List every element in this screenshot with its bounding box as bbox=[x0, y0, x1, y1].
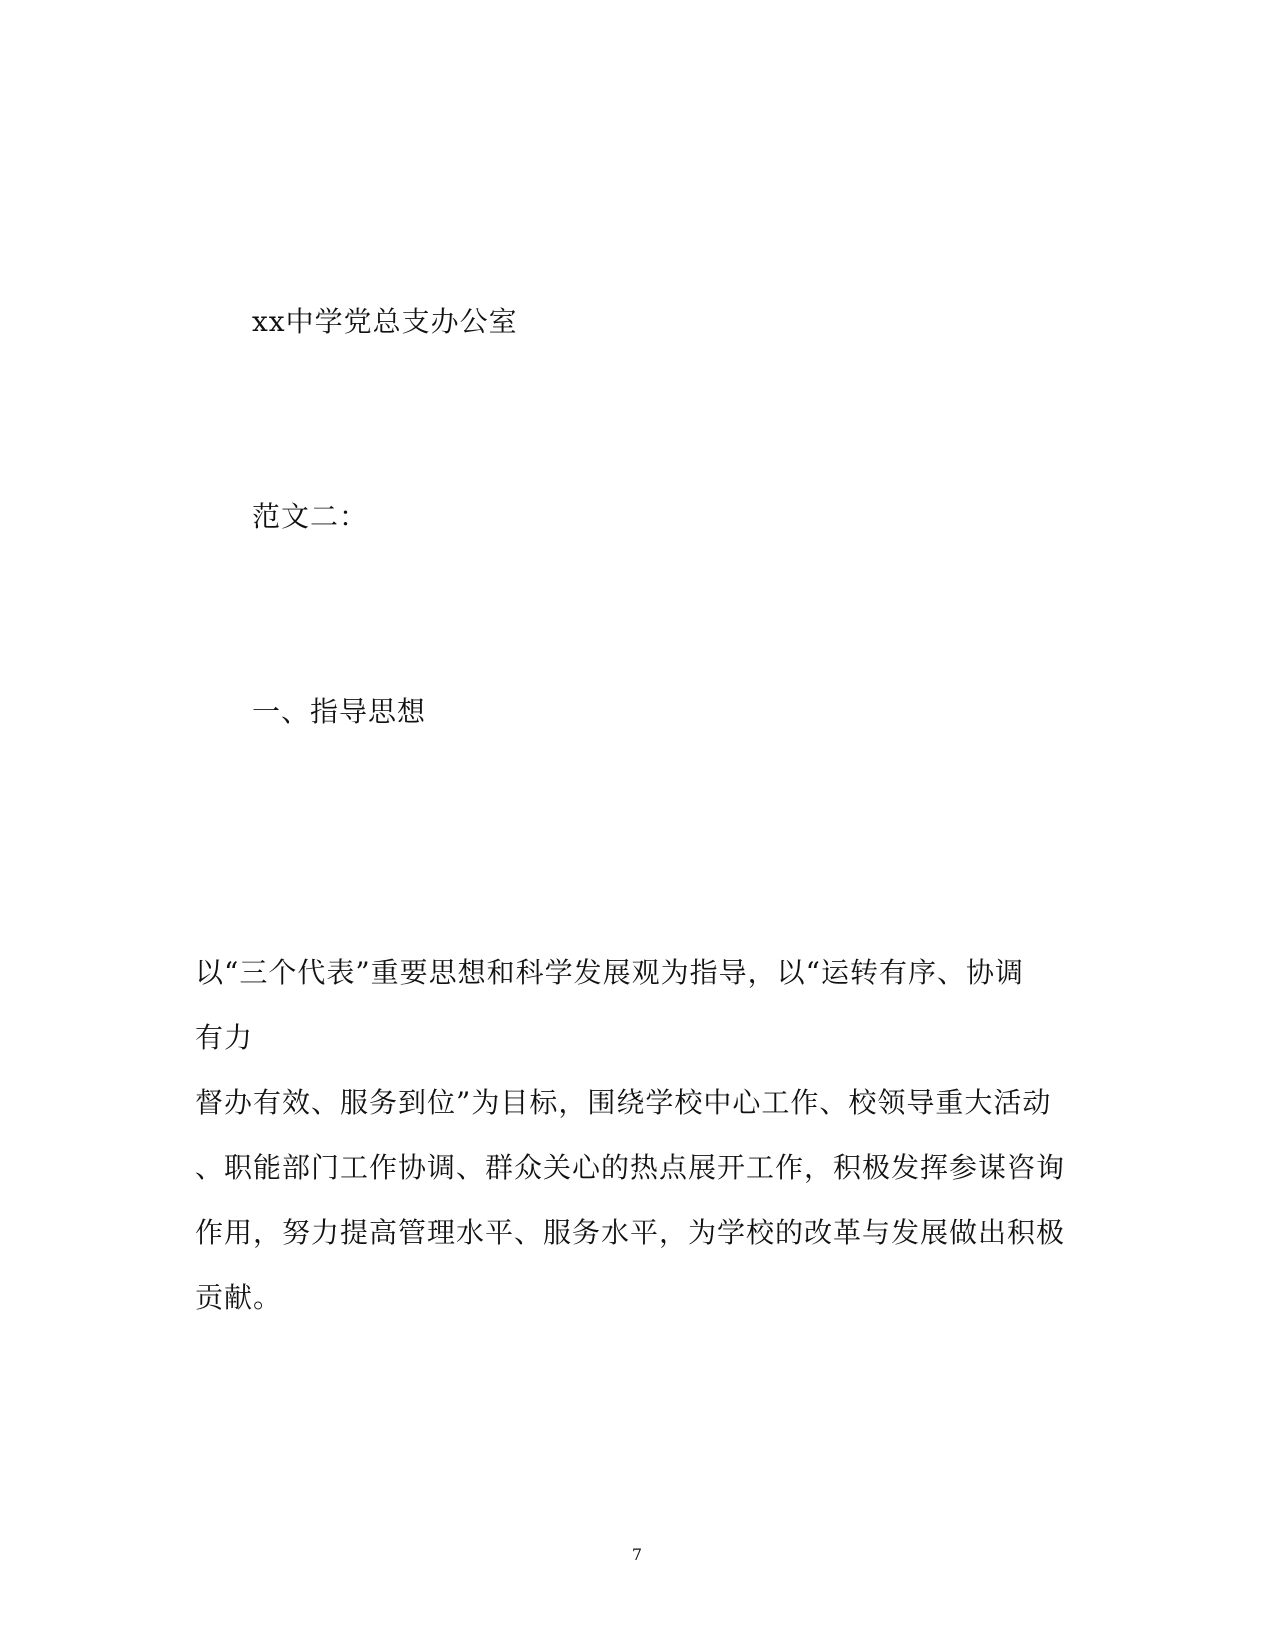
paragraph-line: 贡献。 bbox=[195, 1281, 283, 1314]
page-number: 7 bbox=[631, 1545, 643, 1564]
section-heading: 一、指导思想 bbox=[252, 695, 427, 728]
paragraph-line: 、职能部门工作协调、群众关心的热点展开工作，积极发挥参谋咨询 bbox=[195, 1151, 1066, 1184]
paragraph-line: 以“三个代表”重要思想和科学发展观为指导，以“运转有序、协调 bbox=[195, 956, 1024, 989]
paragraph-line: 督办有效、服务到位”为目标，围绕学校中心工作、校领导重大活动 bbox=[195, 1086, 1052, 1119]
sample-heading: 范文二： bbox=[252, 500, 369, 533]
paragraph-line: 有力 bbox=[195, 1021, 254, 1054]
office-signature: xx中学党总支办公室 bbox=[252, 305, 518, 338]
paragraph-line: 作用，努力提高管理水平、服务水平，为学校的改革与发展做出积极 bbox=[195, 1216, 1066, 1249]
